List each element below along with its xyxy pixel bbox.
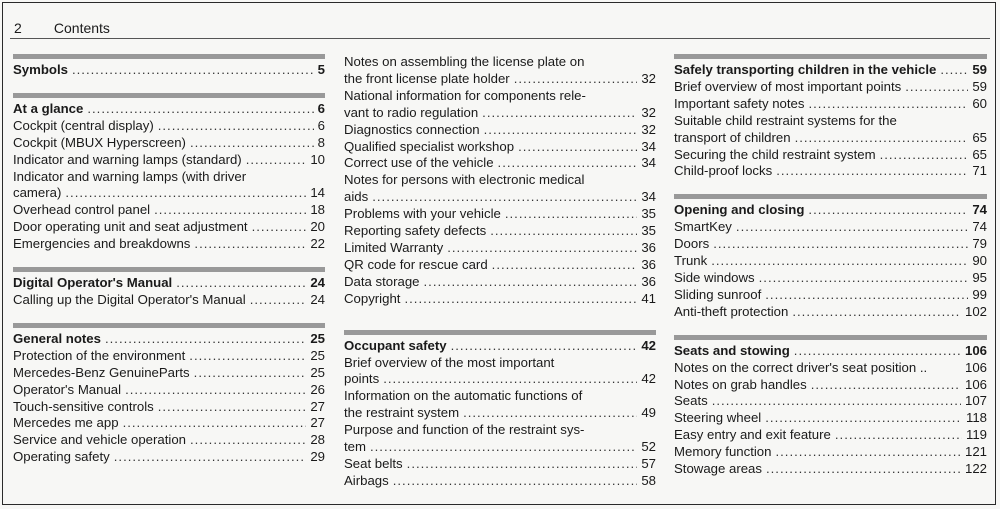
toc-entry[interactable]	[344, 291, 656, 308]
toc-entry[interactable]	[674, 130, 987, 147]
toc-entry[interactable]	[344, 189, 656, 206]
toc-entry[interactable]	[674, 444, 987, 461]
dot-leader	[811, 377, 961, 394]
entry-title: Operator's Manual	[13, 381, 122, 397]
dot-leader	[736, 219, 968, 236]
dot-leader	[505, 206, 637, 223]
dot-leader	[176, 275, 306, 292]
entry-title: Easy entry and exit feature	[674, 427, 831, 443]
toc-entry[interactable]	[344, 223, 656, 240]
page-ref: 106	[964, 376, 987, 392]
entry-title: Indicator and warning lamps (standard)	[13, 151, 242, 167]
toc-entry[interactable]	[344, 456, 656, 473]
page-ref: 35	[641, 223, 656, 239]
page-ref: 26	[310, 381, 325, 397]
entry-title: Data storage	[344, 273, 420, 289]
dot-leader	[72, 62, 314, 79]
toc-entry[interactable]	[674, 253, 987, 270]
entry-title: Airbags	[344, 472, 389, 488]
page-ref: 122	[964, 461, 987, 477]
page-ref: 24	[310, 291, 325, 307]
dot-leader	[407, 456, 638, 473]
page-ref: 58	[641, 472, 656, 488]
entry-title: aids	[344, 189, 369, 205]
dot-leader	[484, 122, 638, 139]
page-ref: 34	[641, 138, 656, 154]
page-ref: 119	[965, 427, 987, 443]
toc-entry[interactable]	[13, 365, 325, 382]
entry-title: Overhead control panel	[13, 202, 151, 218]
entry-title: Service and vehicle operation	[13, 432, 187, 448]
toc-section-heading[interactable]	[344, 338, 656, 355]
toc-entry[interactable]	[13, 202, 325, 219]
page-ref: 32	[641, 104, 656, 120]
toc-entry[interactable]	[13, 432, 325, 449]
page-ref: 74	[972, 219, 987, 235]
toc-entry[interactable]	[13, 152, 325, 169]
page-ref: 35	[641, 206, 656, 222]
dot-leader	[383, 371, 637, 388]
toc-section	[13, 93, 325, 253]
dot-leader	[372, 189, 637, 206]
toc-entry-line: Indicator and warning lamps (with driver	[13, 168, 247, 184]
page-ref: 25	[310, 330, 325, 346]
toc-column-3	[674, 54, 987, 478]
dot-leader	[114, 449, 307, 466]
toc-entry-line: Suitable child restraint systems for the	[674, 112, 897, 128]
page-ref: 74	[972, 202, 987, 218]
toc-entry[interactable]	[674, 147, 987, 164]
header-rule	[10, 38, 990, 39]
dot-leader	[792, 304, 961, 321]
toc-entry[interactable]	[13, 449, 325, 466]
toc-column-1	[13, 54, 325, 466]
dot-leader	[158, 399, 307, 416]
page-ref: 36	[641, 256, 656, 272]
entry-title: Notes on grab handles	[674, 376, 807, 392]
page-ref: 32	[641, 70, 656, 86]
section-gap	[13, 309, 325, 323]
dot-leader	[766, 461, 961, 478]
dot-leader	[759, 270, 969, 287]
entry-title: Diagnostics connection	[344, 121, 480, 137]
dot-leader	[194, 365, 307, 382]
page-ref: 24	[310, 275, 325, 291]
entry-title: Trunk	[674, 253, 708, 269]
section-gap	[674, 321, 987, 335]
dot-leader	[711, 253, 968, 270]
dot-leader	[125, 382, 306, 399]
dot-leader	[482, 105, 637, 122]
dot-leader	[250, 292, 307, 309]
dot-leader	[123, 415, 307, 432]
toc-entry-line: Information on the automatic functions of	[344, 388, 583, 404]
entry-title: Protection of the environment	[13, 347, 186, 363]
entry-title: points	[344, 371, 380, 387]
toc-entry[interactable]	[13, 135, 325, 152]
toc-entry[interactable]	[344, 105, 656, 122]
section-title: Seats and stowing	[674, 342, 790, 358]
entry-title: Qualified specialist workshop	[344, 138, 515, 154]
dot-leader	[835, 427, 962, 444]
entry-title: Emergencies and breakdowns	[13, 236, 191, 252]
entry-title: Correct use of the vehicle	[344, 155, 494, 171]
page-ref: 118	[965, 410, 987, 426]
dot-leader	[775, 444, 961, 461]
dot-leader	[498, 155, 638, 172]
entry-title: Child-proof locks	[674, 163, 773, 179]
section-title: Symbols	[13, 62, 68, 77]
toc-entry[interactable]	[674, 427, 987, 444]
toc-entry-line: Purpose and function of the restraint sys-	[344, 422, 585, 438]
toc-section-heading[interactable]	[674, 202, 987, 219]
toc-section	[674, 335, 987, 478]
toc-entry[interactable]	[674, 393, 987, 410]
toc-entry[interactable]	[13, 118, 325, 135]
page-ref: 6	[317, 117, 325, 133]
section-bar	[13, 267, 325, 272]
page-ref: 49	[641, 405, 656, 421]
page-ref: 32	[641, 121, 656, 137]
toc-entry[interactable]	[344, 139, 656, 156]
page-ref: 36	[641, 239, 656, 255]
page-ref: 27	[310, 415, 325, 431]
page-title: Contents	[53, 20, 110, 36]
section-gap	[344, 308, 656, 330]
dot-leader	[492, 257, 638, 274]
toc-entry[interactable]	[13, 382, 325, 399]
toc-section-heading[interactable]	[13, 101, 325, 118]
dot-leader	[404, 291, 637, 308]
toc-entry[interactable]	[344, 240, 656, 257]
section-title: Occupant safety	[344, 337, 447, 353]
entry-title: Securing the child restraint system	[674, 146, 876, 162]
entry-title: Problems with your vehicle	[344, 206, 501, 222]
entry-title: tem	[344, 439, 366, 455]
page-ref: 27	[310, 398, 325, 414]
entry-title: SmartKey	[674, 219, 732, 235]
entry-title: Side windows	[674, 269, 755, 285]
page-ref: 25	[310, 364, 325, 380]
entry-title: Seats	[674, 393, 708, 409]
page-ref: 90	[972, 253, 987, 269]
entry-title: QR code for rescue card	[344, 256, 488, 272]
toc-entry-line: National information for components rele-	[344, 87, 586, 103]
page-ref: 121	[964, 444, 987, 460]
page-ref: 106	[964, 342, 987, 358]
entry-title: Touch-sensitive controls	[13, 398, 154, 414]
toc-entry[interactable]	[674, 79, 987, 96]
section-title: General notes	[13, 330, 101, 346]
dot-leader	[940, 62, 968, 79]
dot-leader	[370, 439, 637, 456]
page-ref: 42	[641, 337, 656, 353]
entry-title: Doors	[674, 236, 710, 252]
entry-title: camera)	[13, 185, 62, 201]
dot-leader	[190, 432, 306, 449]
entry-title: the restraint system	[344, 405, 460, 421]
section-gap	[13, 79, 325, 93]
dot-leader	[776, 163, 968, 180]
toc-entry[interactable]	[13, 236, 325, 253]
toc-entry[interactable]	[674, 304, 987, 321]
toc-entry-line: Brief overview of the most important	[344, 354, 555, 370]
entry-title: Cockpit (MBUX Hyperscreen)	[13, 134, 186, 150]
toc-entry[interactable]	[674, 461, 987, 478]
dot-leader	[154, 202, 306, 219]
page-ref: 10	[310, 151, 325, 167]
dot-leader	[880, 147, 969, 164]
page-ref: 95	[972, 269, 987, 285]
section-bar	[674, 54, 987, 59]
toc-entry[interactable]	[344, 473, 656, 490]
toc-section-heading[interactable]	[674, 343, 987, 360]
dot-leader	[514, 71, 638, 88]
page-ref: 25	[310, 347, 325, 363]
dot-leader	[794, 343, 961, 360]
toc-entry[interactable]	[674, 219, 987, 236]
page-ref: 52	[641, 439, 656, 455]
toc-entry[interactable]	[674, 287, 987, 304]
toc-entry[interactable]	[344, 257, 656, 274]
section-title: Digital Operator's Manual	[13, 275, 173, 291]
toc-entry[interactable]	[344, 274, 656, 291]
entry-title: Copyright	[344, 290, 401, 306]
dot-leader	[252, 219, 307, 236]
toc-section	[674, 194, 987, 320]
toc-section-heading[interactable]	[13, 331, 325, 348]
toc-entry[interactable]	[344, 206, 656, 223]
dot-leader	[424, 274, 638, 291]
toc-entry[interactable]	[344, 405, 656, 422]
page-ref: 65	[972, 146, 987, 162]
toc-section	[674, 54, 987, 180]
section-bar	[13, 93, 325, 98]
page-ref: 8	[317, 134, 325, 150]
dot-leader	[451, 338, 638, 355]
toc-entry[interactable]	[344, 439, 656, 456]
toc-entry[interactable]	[674, 270, 987, 287]
page-ref: 107	[964, 393, 987, 409]
page-ref: 59	[972, 78, 987, 94]
toc-entry[interactable]	[13, 185, 325, 202]
page-ref: 14	[310, 185, 325, 201]
dot-leader	[194, 236, 306, 253]
toc-section	[13, 54, 325, 79]
entry-title: transport of children	[674, 129, 791, 145]
page-ref: 22	[310, 236, 325, 252]
entry-title: Stowage areas	[674, 461, 762, 477]
page-ref: 34	[641, 155, 656, 171]
dot-leader	[713, 236, 968, 253]
entry-title: Calling up the Digital Operator's Manual	[13, 291, 246, 307]
dot-leader	[463, 405, 637, 422]
toc-entry[interactable]	[344, 371, 656, 388]
page-header	[14, 20, 110, 36]
toc-entry[interactable]	[674, 410, 987, 427]
entry-title: Reporting safety defects	[344, 223, 487, 239]
dot-leader	[246, 152, 307, 169]
toc-section-heading[interactable]	[13, 275, 325, 292]
entry-title: Limited Warranty	[344, 239, 444, 255]
toc-entry[interactable]	[13, 348, 325, 365]
page-ref: 57	[641, 455, 656, 471]
dot-leader	[393, 473, 638, 490]
section-title: Opening and closing	[674, 202, 805, 218]
entry-title: the front license plate holder	[344, 70, 510, 86]
page-ref: 36	[641, 273, 656, 289]
dot-leader	[765, 287, 968, 304]
dot-leader	[105, 331, 306, 348]
page-ref: 71	[972, 163, 987, 179]
section-title: Safely transporting children in the vehicle	[674, 62, 937, 77]
page-number: 2	[14, 20, 22, 36]
page-ref: 99	[972, 286, 987, 302]
page-ref: 41	[641, 290, 656, 306]
page-ref: 102	[964, 303, 987, 319]
dot-leader	[158, 118, 314, 135]
toc-entry[interactable]	[674, 360, 987, 377]
toc-entry-line: Notes for persons with electronic medical	[344, 172, 585, 188]
entry-title: Mercedes-Benz GenuineParts	[13, 364, 190, 380]
page-ref: 42	[641, 371, 656, 387]
toc-section	[344, 330, 656, 490]
toc-entry[interactable]	[13, 415, 325, 432]
entry-title: Seat belts	[344, 455, 403, 471]
toc-entry[interactable]	[674, 163, 987, 180]
page-ref: 29	[310, 449, 325, 465]
dot-leader	[190, 135, 314, 152]
toc-entry[interactable]	[674, 377, 987, 394]
page-ref: 60	[972, 95, 987, 111]
dot-leader	[795, 130, 969, 147]
page-ref: 6	[317, 100, 325, 116]
dot-leader	[65, 185, 306, 202]
dot-leader	[87, 101, 313, 118]
dot-leader	[490, 223, 637, 240]
section-gap	[13, 253, 325, 267]
page-ref: 28	[310, 432, 325, 448]
dot-leader	[808, 96, 968, 113]
dot-leader	[518, 139, 637, 156]
page-ref: 106	[964, 359, 987, 375]
entry-title: Cockpit (central display)	[13, 117, 154, 133]
entry-title: Important safety notes	[674, 95, 805, 111]
entry-title: Steering wheel	[674, 410, 762, 426]
page-ref: 5	[317, 62, 325, 77]
entry-title: Door operating unit and seat adjustment	[13, 219, 248, 235]
toc-entry[interactable]	[344, 155, 656, 172]
toc-entry[interactable]	[674, 236, 987, 253]
toc-entry[interactable]	[674, 96, 987, 113]
toc-entry[interactable]	[13, 399, 325, 416]
entry-title: Notes on the correct driver's seat position ..	[674, 359, 928, 375]
dot-leader	[712, 393, 961, 410]
toc-entry[interactable]	[344, 122, 656, 139]
toc-section-heading[interactable]	[674, 62, 987, 79]
toc-entry[interactable]	[13, 219, 325, 236]
section-bar	[674, 335, 987, 340]
entry-title: Mercedes me app	[13, 415, 119, 431]
page-ref: 79	[972, 236, 987, 252]
page-ref: 59	[972, 62, 987, 77]
toc-entry-line: Notes on assembling the license plate on	[344, 54, 585, 69]
toc-entry[interactable]	[344, 71, 656, 88]
toc-section-heading[interactable]	[13, 62, 325, 79]
entry-title: Anti-theft protection	[674, 303, 789, 319]
dot-leader	[765, 410, 962, 427]
entry-title: vant to radio regulation	[344, 104, 479, 120]
entry-title: Operating safety	[13, 449, 110, 465]
entry-title: Memory function	[674, 444, 772, 460]
page-ref: 20	[310, 219, 325, 235]
page-ref: 34	[641, 189, 656, 205]
page-ref: 65	[972, 129, 987, 145]
toc-entry[interactable]	[13, 292, 325, 309]
section-bar	[344, 330, 656, 335]
toc-column-2	[344, 54, 656, 490]
toc-section	[13, 323, 325, 466]
dot-leader	[808, 202, 968, 219]
dot-leader	[189, 348, 306, 365]
section-gap	[674, 180, 987, 194]
toc-section	[13, 267, 325, 309]
page-ref: 18	[310, 202, 325, 218]
dot-leader	[447, 240, 637, 257]
entry-title: Brief overview of most important points	[674, 78, 902, 94]
section-bar	[13, 323, 325, 328]
dot-leader	[905, 79, 968, 96]
section-bar	[13, 54, 325, 59]
section-title: At a glance	[13, 100, 84, 116]
entry-title: Sliding sunroof	[674, 286, 762, 302]
section-bar	[674, 194, 987, 199]
